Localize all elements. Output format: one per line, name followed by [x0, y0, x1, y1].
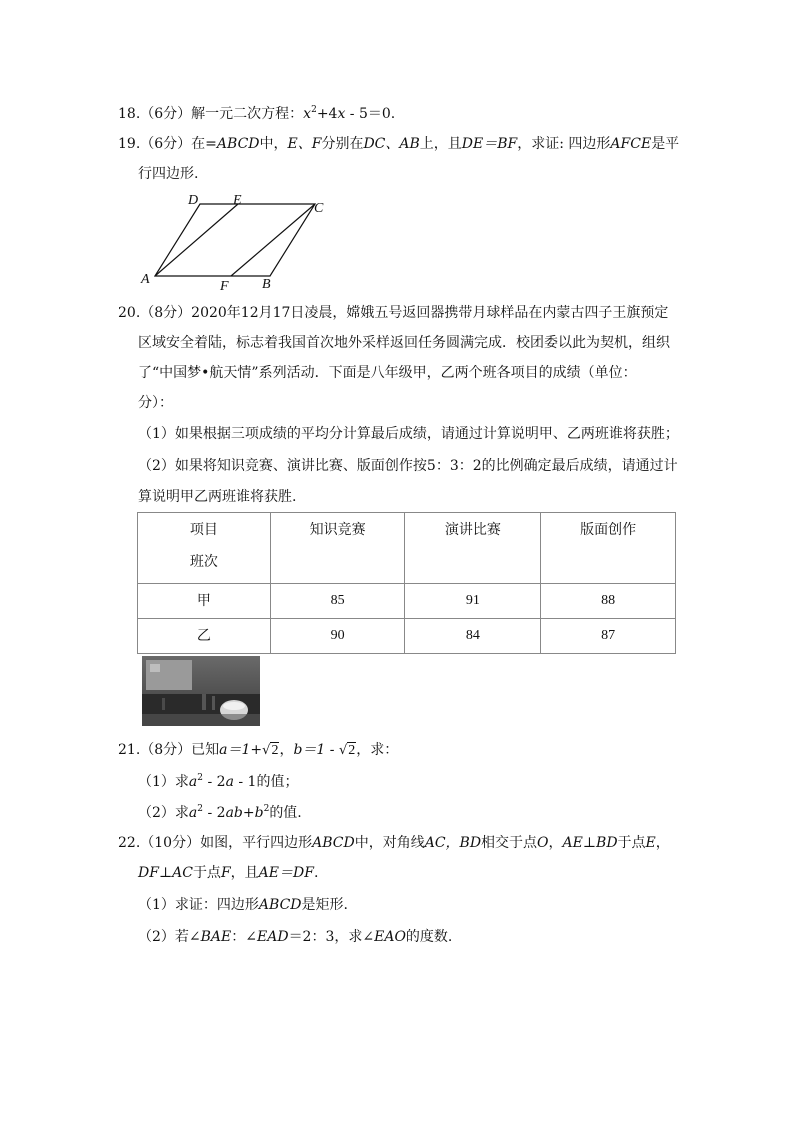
question-22-sub1: （1）求证：四边形ABCD是矩形. [138, 897, 348, 913]
question-19: 19.（6分）在=ABCD中，E、F分别在DC、AB上，且DE＝BF，求证: 四边形AFCE是平 [118, 136, 680, 152]
question-21-sub2: （2）求$a^2 - 2ab+b^2$的值. [138, 804, 302, 821]
table-cell: 85 [270, 584, 405, 619]
score-table [137, 512, 676, 654]
table-row [138, 584, 676, 619]
question-20-line4: 分）： [138, 395, 173, 411]
question-20-sub2b: 算说明甲乙两班谁将获胜. [138, 489, 297, 505]
column-header: 知识竞赛 [270, 513, 405, 584]
segment-fc [231, 204, 315, 276]
question-21: 21.（8分）已知a＝1+√2，b＝1 - √2，求： [118, 742, 399, 758]
question-22-line1: 22.（10分）如图，平行四边形ABCD中，对角线AC，BD相交于点O，AE⊥BD于点E， [118, 835, 670, 851]
question-18: 18.（6分）解一元二次方程：$x^2+4x - 5=0$. [118, 105, 396, 122]
table-cell: 91 [405, 584, 541, 619]
table-cell: 90 [270, 619, 405, 654]
table-cell: 88 [541, 584, 676, 619]
label-b: B [262, 277, 271, 290]
parallelogram-figure [136, 190, 336, 290]
column-header: 版面创作 [541, 513, 676, 584]
question-20-line1: 20.（8分）2020年12月17日凌晨，嫦娥五号返回器携带月球样品在内蒙古四子王旗预定 [118, 305, 669, 321]
row-name: 甲 [138, 584, 271, 619]
label-d: D [188, 193, 199, 208]
question-22-line2: DF⊥AC于点F，且AE＝DF. [138, 865, 319, 881]
label-f: F [220, 279, 229, 290]
table-cell: 87 [541, 619, 676, 654]
question-21-sub1: （1）求$a^2 - 2a - 1$的值； [138, 773, 299, 790]
table-row [138, 619, 676, 654]
question-22-sub2: （2）若∠BAE：∠EAD＝2：3，求∠EAO的度数. [138, 929, 453, 945]
capsule-photo [142, 656, 260, 726]
label-e: E [233, 193, 242, 208]
header-corner-cell: 项目 班次 [138, 513, 271, 584]
row-name: 乙 [138, 619, 271, 654]
table-header-row [138, 513, 676, 584]
label-a: A [141, 272, 150, 287]
question-20-sub2a: （2）如果将知识竞赛、演讲比赛、版面创作按5：3：2的比例确定最后成绩，请通过计 [138, 458, 678, 474]
table-cell: 84 [405, 619, 541, 654]
parallelogram-abcd [155, 204, 315, 276]
question-20-line2: 区域安全着陆，标志着我国首次地外采样返回任务圆满完成．校团委以此为契机，组织 [138, 335, 670, 351]
question-19-line2: 行四边形. [138, 166, 199, 182]
label-c: C [314, 201, 324, 216]
segment-ae [155, 204, 238, 276]
column-header: 演讲比赛 [405, 513, 541, 584]
question-20-line3: 了“中国梦•航天情”系列活动．下面是八年级甲，乙两个班各项目的成绩（单位： [138, 365, 637, 381]
question-20-sub1: （1）如果根据三项成绩的平均分计算最后成绩，请通过计算说明甲、乙两班谁将获胜； [138, 426, 679, 442]
